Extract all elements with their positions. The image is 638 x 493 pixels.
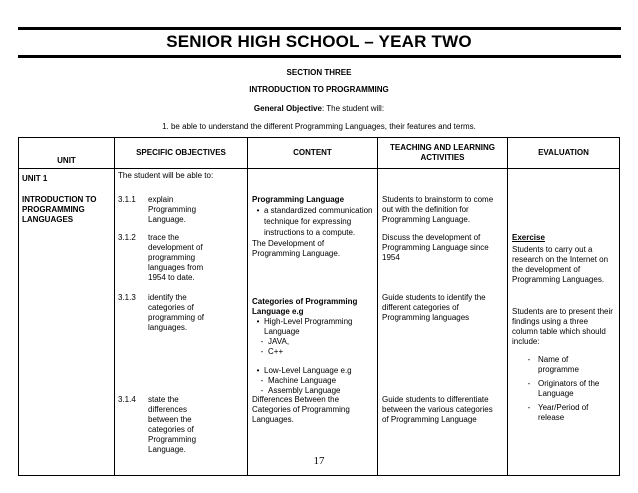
header-content: CONTENT [248, 138, 378, 169]
list-item: - Name of programme [527, 355, 579, 374]
content-cell [248, 169, 378, 476]
objectives-cell [115, 169, 248, 476]
activity-4: Guide students to differentiate between the various categories of Programming Language [382, 395, 493, 424]
general-objective [0, 104, 638, 113]
unit-cell [19, 169, 115, 476]
table-header-row [19, 138, 620, 169]
objective-text: : The student will: [321, 104, 385, 113]
header-evaluation: EVALUATION [508, 138, 620, 169]
title-rule-top [18, 27, 621, 30]
objective-item: 1. be able to understand the different Programming Languages, their features and terms. [162, 122, 476, 131]
topic-heading: INTRODUCTION TO PROGRAMMING [249, 85, 389, 94]
header-unit: UNIT [19, 138, 115, 169]
header-activities: TEACHING AND LEARNING ACTIVITIES [378, 138, 508, 169]
objective-item-2: 3.1.2 trace the development of programming languages from 1954 to date. [118, 233, 204, 282]
evaluation-task-1: Students to carry out a research on the Internet on the development of Programming Languages. [512, 245, 609, 284]
evaluation-list [512, 355, 616, 423]
activity-2: Discuss the development of Programming Language since 1954 [382, 233, 489, 262]
unit-name: INTRODUCTION TO PROGRAMMING LANGUAGES [22, 195, 97, 224]
activity-1: Students to brainstorm to come out with the definition for Programming Language. [382, 195, 494, 224]
objective-item-3: 3.1.3 identify the categories of programming of languages. [118, 293, 205, 332]
content-block-3: Categories of Programming Language e.g • High-Level Programming Language - JAVA, - C++ • Low-Level Language e.g - Machine Language - Assembly Language [252, 297, 358, 395]
section-heading: SECTION THREE [286, 68, 352, 77]
objective-label: General Objective [253, 104, 322, 113]
page-title: SENIOR HIGH SCHOOL – YEAR TWO [166, 32, 472, 51]
evaluation-cell [508, 169, 620, 476]
header-objectives: SPECIFIC OBJECTIVES [115, 138, 248, 169]
activities-cell [378, 169, 508, 476]
unit-number: UNIT 1 [22, 174, 48, 183]
list-item: - Originators of the Language [527, 379, 600, 398]
page-number: 17 [313, 455, 325, 467]
content-block-1: Programming Language • a standardized communication technique for expressing instructions to a compute. [252, 195, 373, 237]
activity-3: Guide students to identify the different categories of Programming languages [382, 293, 486, 322]
content-block-4: Differences Between the Categories of Programming Languages. [252, 395, 350, 424]
syllabus-table [18, 137, 620, 476]
objective-item-4: 3.1.4 state the differences between the categories of Programming Language. [118, 395, 197, 454]
objectives-intro: The student will be able to: [118, 171, 214, 180]
exercise-label: Exercise [512, 233, 545, 242]
evaluation-task-2: Students are to present their findings using a three column table which should include: [512, 307, 613, 346]
objective-item-1: 3.1.1 explain Programming Language. [118, 195, 197, 224]
list-item: - Year/Period of release [527, 403, 589, 422]
content-block-2: The Development of Programming Language. [252, 239, 341, 258]
title-rule-bottom [18, 55, 621, 58]
table-row [19, 169, 620, 476]
